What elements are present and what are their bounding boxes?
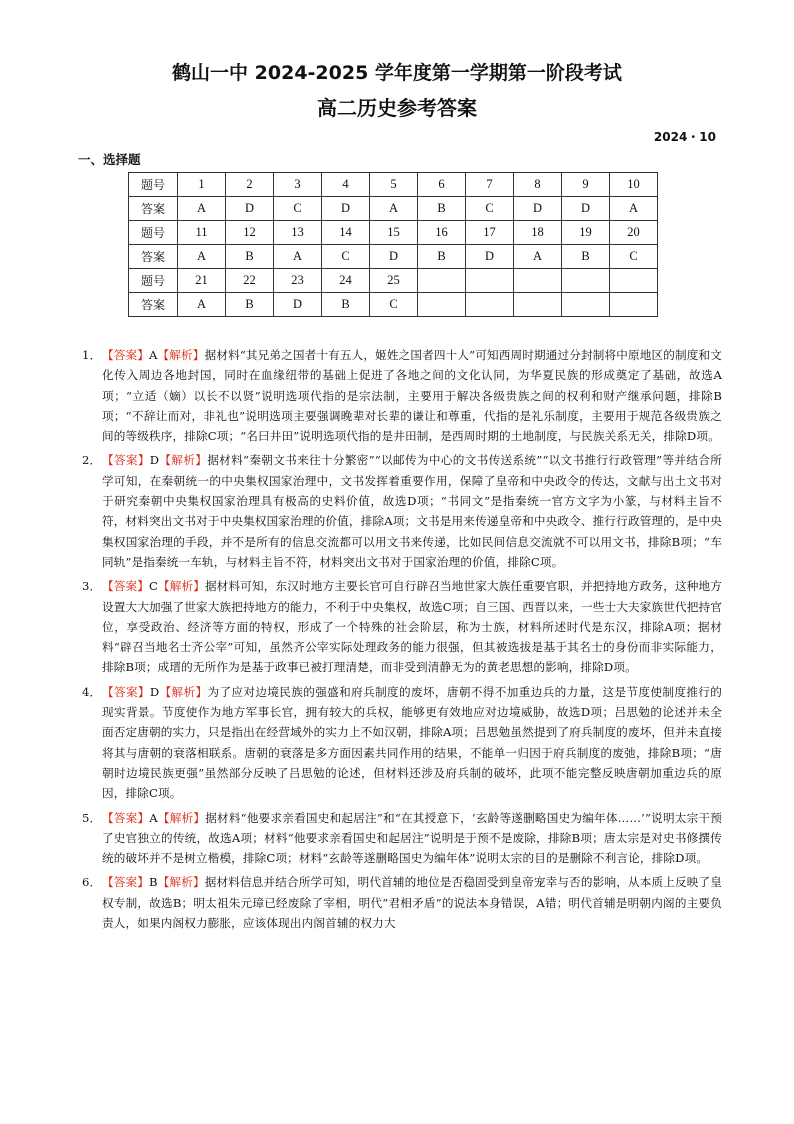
explanation-text: 据材料“他要求亲看国史和起居注”和“在其授意下，‘玄龄等遂删略国史为编年体……’”说明太宗干预了史官独立的传统，故选A项；材料“他要求亲看国史和起居注”说明是于预不是废除，排除B项；唐太宗是对史书修撰传统的破坏并不是树立楷模，排除C项；材料“玄龄等遂删略国史为编年体”说明太宗的目的是删除不利言论，排除D项。 — [102, 810, 722, 866]
document-title: 鹤山一中 2024-2025 学年度第一学期第一阶段考试 — [172, 62, 622, 84]
explanation-item — [82, 872, 722, 933]
table-cell: C — [466, 197, 514, 221]
table-cell: B — [226, 293, 274, 317]
section-title: 一、选择题 — [78, 152, 141, 167]
answer-tag: 【答案】 — [102, 810, 150, 825]
answer-letter: A — [149, 810, 158, 825]
table-cell: A — [274, 245, 322, 269]
table-cell: 7 — [466, 173, 514, 197]
table-cell: C — [322, 245, 370, 269]
table-cell: D — [274, 293, 322, 317]
explanation-item — [82, 345, 722, 446]
question-number: 3． — [82, 579, 102, 594]
explanation-item — [82, 682, 722, 804]
table-cell: 22 — [226, 269, 274, 293]
table-cell — [562, 293, 610, 317]
question-number: 5． — [82, 810, 102, 825]
table-cell: 17 — [466, 221, 514, 245]
row-label: 题号 — [129, 221, 178, 245]
question-number: 2． — [82, 453, 102, 468]
table-cell: 18 — [514, 221, 562, 245]
answer-table-row — [129, 293, 658, 317]
table-cell: C — [370, 293, 418, 317]
answer-tag: 【答案】 — [102, 875, 150, 890]
answer-tag: 【答案】 — [102, 453, 150, 468]
answer-letter: A — [149, 348, 158, 362]
table-cell: 25 — [370, 269, 418, 293]
table-cell: 1 — [178, 173, 226, 197]
analysis-tag: 【解析】 — [158, 579, 206, 594]
explanation-text: 为了应对边境民族的强盛和府兵制度的废坏，唐朝不得不加重边兵的力量，这是节度使制度推行的现实背景。节度使作为地方军事长官，拥有较大的兵权，能够更有效地应对边境威胁，故选D项；吕思勉的论述并未全面否定唐朝的实力，只是指出在经营域外的实力上不如汉朝，排除A项；吕思勉虽然提到了府兵制度的废坏，但并未直接将其与唐朝的衰落相联系。唐朝的衰落是多方面因素共同作用的结果，不能单一归因于府兵制度的废弛，排除B项；“唐朝时边境民族更强”虽然部分反映了吕思勉的论述，但材料还涉及府兵制的破坏，此项不能完整反映唐朝加重边兵的原因，排除C项。 — [102, 684, 723, 801]
table-cell: 3 — [274, 173, 322, 197]
explanation-text: 据材料“其兄弟之国者十有五人，姬姓之国者四十人”可知西周时期通过分封制将中原地区的制度和文化传入周边各地封国，同时在血缘纽带的基础上促进了各地之间的文化认同，为华夏民族的形成奠定了基础，故选A项；“立适（嫡）以长不以贤”说明选项代指的是宗法制，主要用于解决各级贵族之间的权利和财产继承问题，排除B项；“不辞让而对，非礼也”说明选项主要强调晚辈对长辈的谦让和尊重，代指的是礼乐制度，主要用于规范各级贵族之间的等级秩序，排除C项；“名曰井田”说明选项代指的是井田制，是西周时期的土地制度，与民族关系无关，排除D项。 — [102, 348, 722, 444]
table-cell — [514, 293, 562, 317]
answer-tag: 【答案】 — [102, 684, 150, 699]
table-cell: A — [178, 293, 226, 317]
table-cell: D — [562, 197, 610, 221]
answer-table-row — [129, 197, 658, 221]
table-cell: 23 — [274, 269, 322, 293]
table-cell: 4 — [322, 173, 370, 197]
answer-letter: C — [149, 579, 159, 594]
table-cell: A — [178, 197, 226, 221]
table-cell: D — [514, 197, 562, 221]
answer-table-row — [129, 245, 658, 269]
analysis-tag: 【解析】 — [159, 684, 208, 699]
explanation-text: 据材料“秦朝文书来往十分繁密”“以邮传为中心的文书传送系统”“以文书推行行政管理”等并结合所学可知，在秦朝统一的中央集权国家治理中，文书发挥着重要作用，保障了皇帝和中央政令的传达，文献与出土文书对于研究秦朝中央集权国家治理具有极高的史料价值，故选D项；“书同文”是指秦统一官方文字为小篆，与材料主旨不符，材料突出文书对于中央集权国家治理的价值，排除A项；文书是用来传递皇帝和中央政令、推行行政管理的，是中央集权国家治理的手段，并不是所有的信息交流都可以用文书来传递，比如民间信息交流就不可以用文书，排除B项；“车同轨”是指秦统一车轨，与材料主旨不符，材料突出文书对于国家治理的价值，排除C项。 — [102, 453, 723, 569]
explanation-text: 据材料可知，东汉时地方主要长官可自行辟召当地世家大族任重要官职，并把持地方政务，这种地方设置大大加强了世家大族把持地方的能力，不利于中央集权，故选C项；自三国、西晋以来，一些士大夫家族世代把持官位，享受政治、经济等方面的特权，形成了一个特殊的社会阶层，称为士族，材料所述时代是东汉，排除A项；据材料“辟召当地名士齐公宰”可知，虽然齐公宰实际处理政务的能力很强，但其被选拔是基于其名士的身份而非实际能力，排除B项；成瑨的无所作为是基于政事已被打理清楚，而非受到清静无为的黄老思想的影响，排除D项。 — [102, 579, 722, 675]
table-cell: B — [562, 245, 610, 269]
answer-tag: 【答案】 — [102, 579, 149, 594]
analysis-tag: 【解析】 — [157, 348, 205, 362]
table-cell: 6 — [418, 173, 466, 197]
table-cell: D — [322, 197, 370, 221]
explanation-text: 据材料信息并结合所学可知，明代首辅的地位是否稳固受到皇帝宠幸与否的影响，从本质上反映了皇权专制，故选B；明太祖朱元璋已经废除了宰相，明代“君相矛盾”的说法本身错误，A错；明代首辅是明朝内阁的主要负责人，如果内阁权力膨胀，应该体现出内阁首辅的权力大 — [102, 875, 722, 931]
table-cell — [610, 269, 658, 293]
answer-table — [128, 172, 658, 317]
table-cell: D — [370, 245, 418, 269]
answer-letter: D — [149, 453, 160, 468]
table-cell: A — [610, 197, 658, 221]
table-cell: B — [226, 245, 274, 269]
table-cell: 20 — [610, 221, 658, 245]
document-subtitle: 高二历史参考答案 — [317, 96, 477, 120]
analysis-tag: 【解析】 — [157, 810, 206, 825]
table-cell: A — [514, 245, 562, 269]
question-number: 6． — [82, 875, 102, 890]
explanation-item — [82, 576, 722, 677]
answer-table-row — [129, 221, 658, 245]
row-label: 答案 — [129, 197, 178, 221]
analysis-tag: 【解析】 — [159, 453, 208, 468]
answer-table-row — [129, 173, 658, 197]
table-cell: 11 — [178, 221, 226, 245]
table-cell — [466, 269, 514, 293]
row-label: 答案 — [129, 293, 178, 317]
table-cell: 5 — [370, 173, 418, 197]
answer-table-row — [129, 269, 658, 293]
answer-tag: 【答案】 — [102, 348, 150, 362]
row-label: 题号 — [129, 269, 178, 293]
table-cell: 8 — [514, 173, 562, 197]
table-cell: B — [418, 245, 466, 269]
table-cell: 16 — [418, 221, 466, 245]
table-cell: 12 — [226, 221, 274, 245]
analysis-tag: 【解析】 — [157, 875, 205, 890]
table-cell: D — [226, 197, 274, 221]
table-cell: 10 — [610, 173, 658, 197]
table-cell — [610, 293, 658, 317]
table-cell: C — [610, 245, 658, 269]
table-cell: A — [178, 245, 226, 269]
table-cell: A — [370, 197, 418, 221]
exam-date: 2024・10 — [653, 130, 716, 144]
explanations — [82, 345, 722, 937]
table-cell: 21 — [178, 269, 226, 293]
table-cell: 2 — [226, 173, 274, 197]
question-number: 4． — [82, 684, 102, 699]
question-number: 1． — [82, 348, 102, 362]
table-cell — [514, 269, 562, 293]
explanation-item — [82, 808, 722, 869]
table-cell: 24 — [322, 269, 370, 293]
table-cell: 13 — [274, 221, 322, 245]
answer-letter: B — [149, 875, 158, 890]
row-label: 题号 — [129, 173, 178, 197]
table-cell — [466, 293, 514, 317]
table-cell: C — [274, 197, 322, 221]
table-cell: 9 — [562, 173, 610, 197]
table-cell: D — [466, 245, 514, 269]
table-cell: B — [322, 293, 370, 317]
table-cell — [562, 269, 610, 293]
table-cell — [418, 269, 466, 293]
table-cell: 14 — [322, 221, 370, 245]
answer-letter: D — [149, 684, 160, 699]
table-cell: 15 — [370, 221, 418, 245]
explanation-item — [82, 450, 722, 572]
table-cell: B — [418, 197, 466, 221]
table-cell: 19 — [562, 221, 610, 245]
table-cell — [418, 293, 466, 317]
row-label: 答案 — [129, 245, 178, 269]
